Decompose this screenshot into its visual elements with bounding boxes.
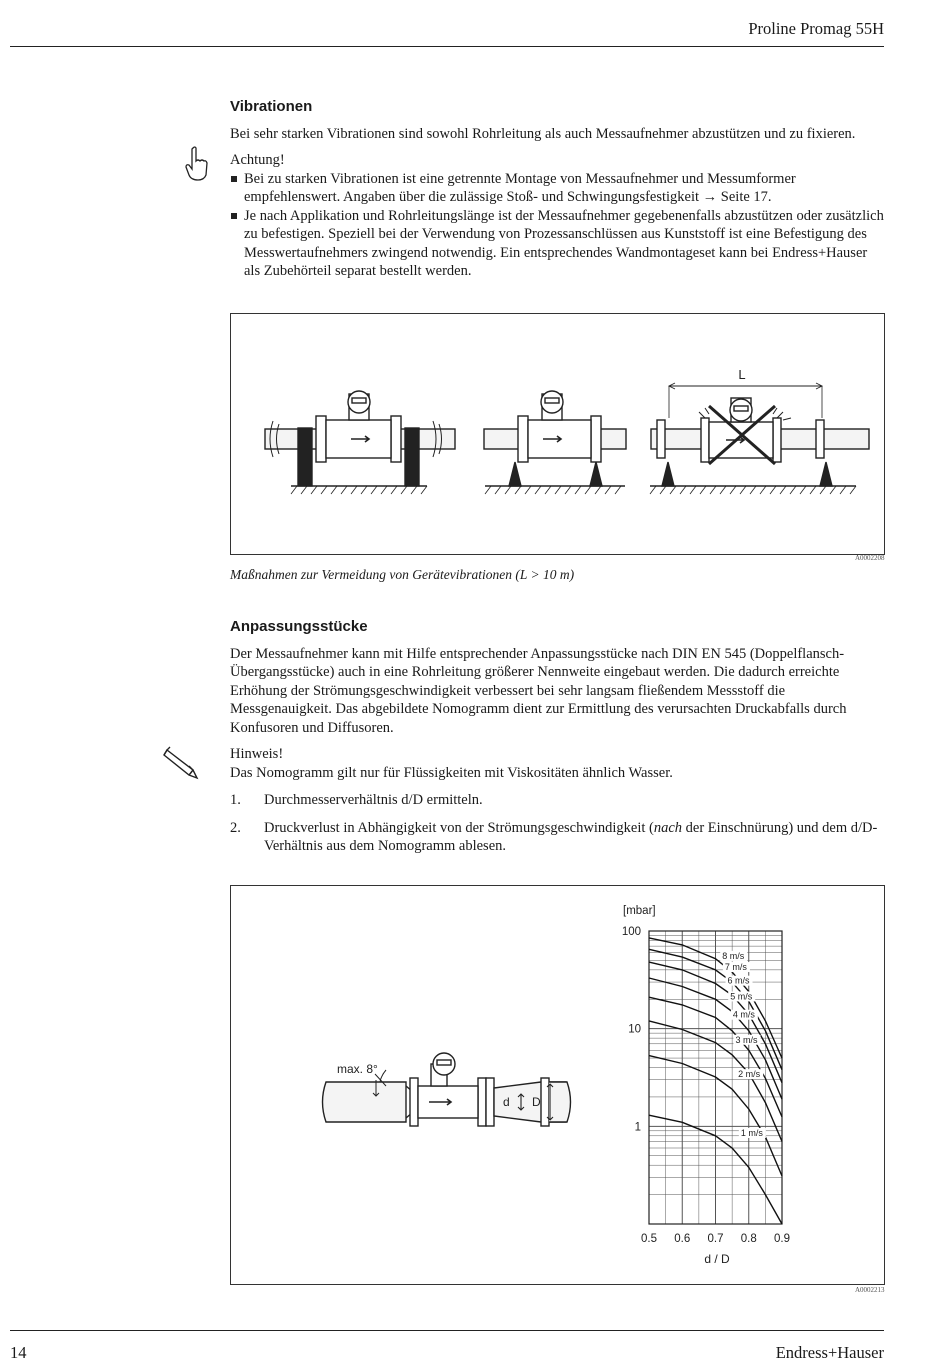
x-tick-label: 0.7 xyxy=(707,1233,724,1245)
y-tick-label: 10 xyxy=(628,1023,641,1036)
step-text: der Einschnürung) und dem d/D-Verhältnis aus dem Nomogramm ablesen. xyxy=(264,819,878,854)
paragraph: Der Messaufnehmer kann mit Hilfe entsprechender Anpassungsstücke nach DIN EN 545 (Doppelflansch-Übergangsstücke) auch in eine Rohrleitung größerer Nennweite eingebaut werden. Die dadurch erreichte Erhöhung der Strömungsgeschwindigkeit verbessert bei sehr langsam fließendem Messstoff die Messgenauigkeit. Das abgebildete Nomogramm dient zur Ermittlung des verursachten Druckabfalls durch Konfusoren und Diffusoren. xyxy=(230,645,847,736)
y-axis-label: [mbar] xyxy=(623,905,656,917)
x-tick-label: 0.9 xyxy=(774,1233,790,1245)
y-tick-label: 1 xyxy=(634,1121,641,1134)
figure-id: A0002213 xyxy=(855,1286,885,1294)
pointing-hand-icon xyxy=(184,146,210,182)
series-label: 1 m/s xyxy=(740,1127,763,1138)
step-number: 2. xyxy=(230,819,241,836)
figure-id: A0002208 xyxy=(855,554,885,562)
outer-diameter-label: D xyxy=(532,1095,541,1109)
page-number: 14 xyxy=(10,1343,27,1362)
figure-caption: Maßnahmen zur Vermeidung von Gerätevibrationen (L > 10 m) xyxy=(230,567,575,582)
pencil-icon xyxy=(163,746,203,780)
page-header xyxy=(10,14,884,47)
series-label: 4 m/s xyxy=(732,1009,755,1020)
figure-adapter-nomogram xyxy=(230,885,885,1285)
series-label: 8 m/s xyxy=(722,950,745,961)
figure-vibration-supports xyxy=(230,313,885,555)
page-footer xyxy=(10,1330,884,1362)
paragraph: Bei sehr starken Vibrationen sind sowohl Rohrleitung als auch Messaufnehmer abzustützen und zu fixieren. xyxy=(230,125,856,142)
x-tick-label: 0.5 xyxy=(641,1233,657,1245)
note-label: Hinweis! xyxy=(230,746,284,762)
list-item xyxy=(230,819,886,856)
step-number: 1. xyxy=(230,792,241,808)
note-text: Das Nomogramm gilt nur für Flüssigkeiten mit Viskositäten ähnlich Wasser. xyxy=(230,764,673,781)
bullet-text: Bei zu starken Vibrationen ist eine getrennte Montage von Messaufnehmer und Messumformer empfehlenswert. Angaben über die zulässige Stoß- und Schwingungsfestigkeit → Seite 17. xyxy=(244,170,796,205)
caution-label: Achtung! xyxy=(230,152,285,168)
x-tick-label: 0.8 xyxy=(740,1233,757,1245)
list-item xyxy=(230,791,886,810)
x-axis-label: d / D xyxy=(704,1252,730,1266)
dimension-label-L: L xyxy=(738,367,746,382)
y-tick-label: 100 xyxy=(621,926,641,938)
bullet-item xyxy=(230,207,886,281)
document-title: Proline Promag 55H xyxy=(748,19,884,38)
step-text: Druckverlust in Abhängigkeit von der Strömungsgeschwindigkeit ( xyxy=(264,819,654,836)
series-label: 2 m/s xyxy=(738,1069,761,1080)
section-heading: Anpassungsstücke xyxy=(230,618,368,635)
nomogram-chart xyxy=(231,886,884,1284)
step-text-emphasis: nach xyxy=(653,819,683,836)
adapters-section xyxy=(230,618,886,856)
vibration-diagram xyxy=(231,314,884,554)
series-label: 3 m/s xyxy=(735,1034,758,1045)
series-label: 6 m/s xyxy=(727,975,750,986)
series-label: 5 m/s xyxy=(730,991,753,1002)
brand-name: Endress+Hauser xyxy=(775,1343,884,1362)
bullet-text: Je nach Applikation und Rohrleitungslänge ist der Messaufnehmer gegebenenfalls abzustützen oder zusätzlich zu befestigen. Speziell bei der Verwendung von Prozessanschlüssen aus Kunststoff ist eine Befestigung des Messwertaufnehmers zwingend notwendig. Ein entsprechendes Wandmontageset kann bei Endress+Hauser als Zubehörteil separat bestellt werden. xyxy=(244,207,884,279)
step-text: Durchmesserverhältnis d/D ermitteln. xyxy=(264,792,483,808)
vibrations-section xyxy=(230,98,886,281)
angle-label: max. 8° xyxy=(337,1062,378,1076)
inner-diameter-label: d xyxy=(503,1095,510,1109)
section-heading: Vibrationen xyxy=(230,98,313,115)
x-tick-label: 0.6 xyxy=(674,1233,691,1245)
bullet-item xyxy=(230,170,886,207)
series-label: 7 m/s xyxy=(724,962,747,973)
